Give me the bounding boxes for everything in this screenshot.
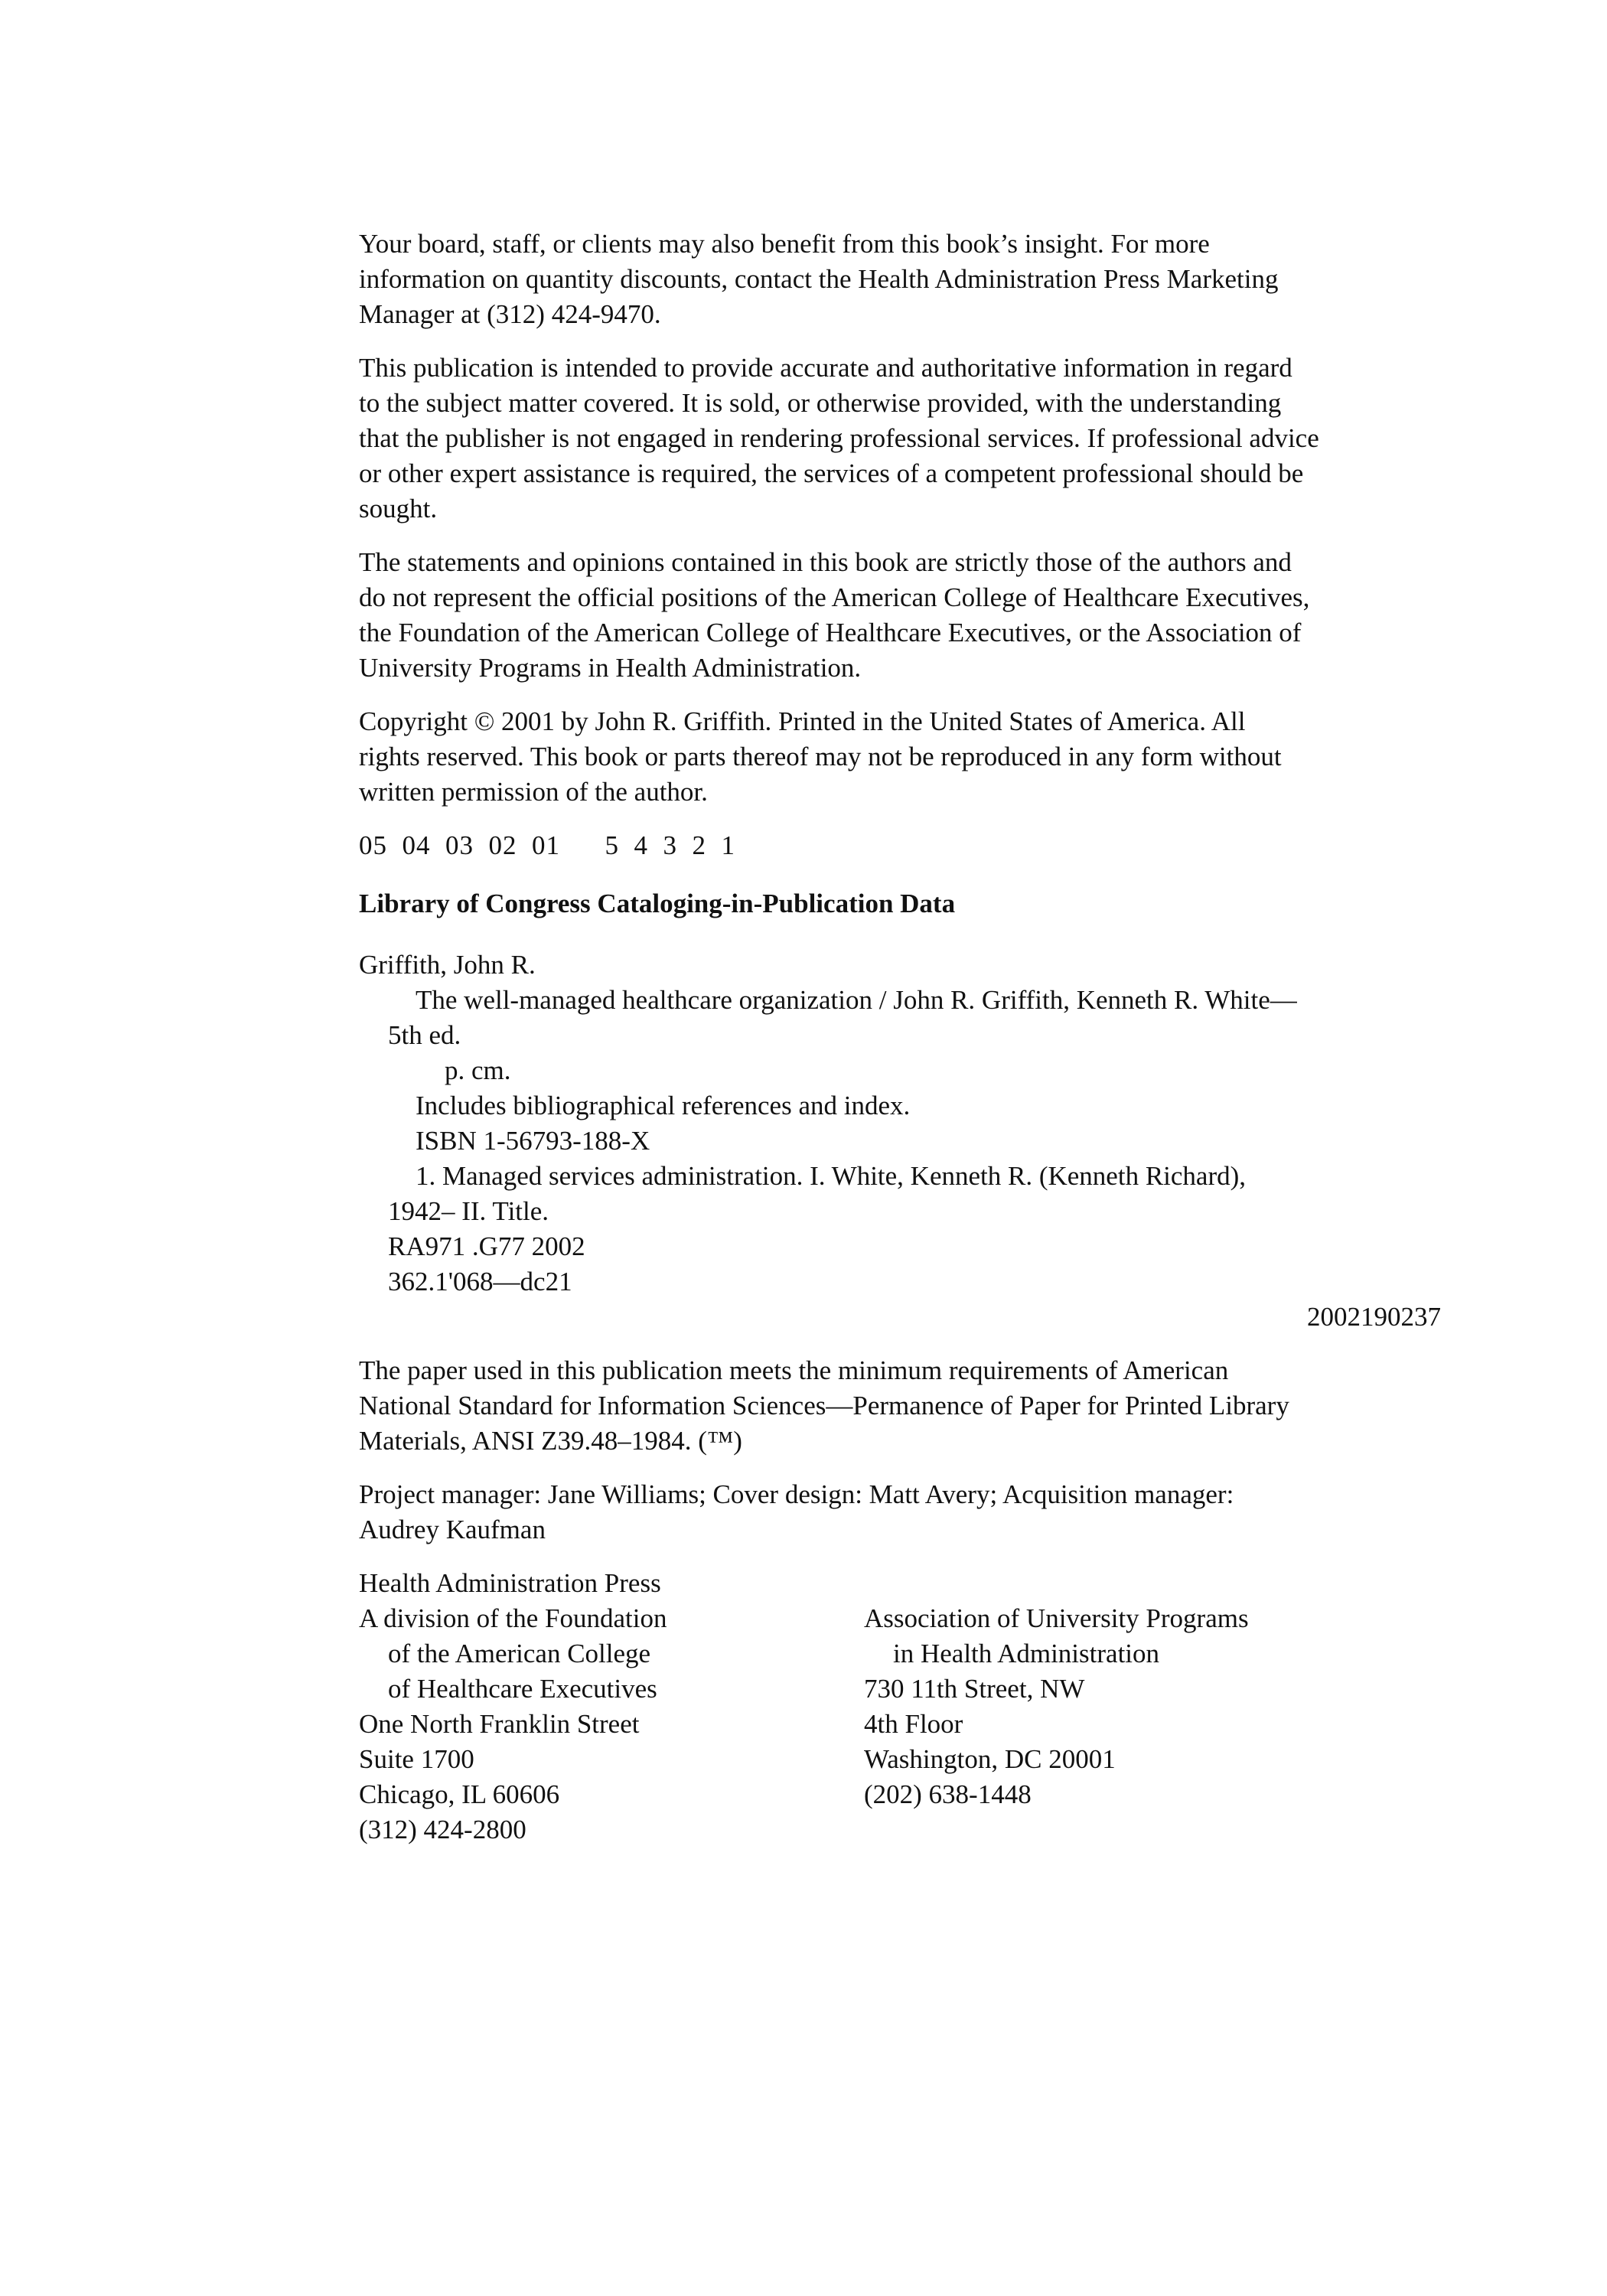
- text-line: information on quantity discounts, contact the Health Administration Press Marketing: [359, 264, 1279, 294]
- text-line: Copyright © 2001 by John R. Griffith. Printed in the United States of America. All: [359, 706, 1246, 736]
- address-line: Chicago, IL 60606: [359, 1779, 560, 1809]
- cip-isbn: ISBN 1-56793-188-X: [416, 1126, 650, 1156]
- address-line: 730 11th Street, NW: [864, 1674, 1085, 1704]
- address-line: 4th Floor: [864, 1709, 963, 1739]
- address-line: Association of University Programs: [864, 1603, 1249, 1633]
- opinions-paragraph: [359, 545, 1461, 686]
- text-line: or other expert assistance is required, the services of a competent professional should be: [359, 458, 1304, 488]
- address-line: One North Franklin Street: [359, 1709, 640, 1739]
- text-line: do not represent the official positions of the American College of Healthcare Executives,: [359, 582, 1310, 612]
- aupha-address: [864, 1601, 1249, 1812]
- text-line: Your board, staff, or clients may also benefit from this book’s insight. For more: [359, 229, 1210, 259]
- phone-number: (202) 638-1448: [864, 1779, 1032, 1809]
- disclaimer-paragraph: [359, 351, 1461, 527]
- cip-author: Griffith, John R.: [359, 950, 536, 980]
- cip-title-line: The well-managed healthcare organization / John R. Griffith, Kenneth R. White—: [416, 985, 1297, 1015]
- cip-dewey: 362.1'068—dc21: [388, 1267, 572, 1296]
- address-line: Health Administration Press: [359, 1568, 661, 1598]
- phone-number: (312) 424-2800: [359, 1815, 526, 1844]
- text-line: University Programs in Health Administration.: [359, 653, 862, 683]
- text-line: The paper used in this publication meets the minimum requirements of American: [359, 1355, 1229, 1385]
- text-line: written permission of the author.: [359, 777, 708, 807]
- copyright-page: [359, 227, 1461, 1849]
- address-line: Suite 1700: [359, 1744, 474, 1774]
- publisher-address: [359, 1566, 667, 1848]
- text-line: Project manager: Jane Williams; Cover design: Matt Avery; Acquisition manager:: [359, 1479, 1234, 1509]
- copyright-paragraph: [359, 704, 1461, 810]
- cip-lccn: 2002190237: [1307, 1302, 1441, 1332]
- paper-notice-paragraph: [359, 1353, 1461, 1459]
- text-line: Materials, ANSI Z39.48–1984. (™): [359, 1426, 742, 1456]
- cip-edition-line: 5th ed.: [388, 1020, 461, 1050]
- text-line: that the publisher is not engaged in rendering professional services. If professional advice: [359, 423, 1319, 453]
- address-line: A division of the Foundation: [359, 1603, 667, 1633]
- address-line: of the American College: [388, 1639, 651, 1668]
- cip-heading: Library of Congress Cataloging-in-Publication Data: [359, 889, 956, 918]
- text-line: Manager at (312) 424-9470.: [359, 299, 661, 329]
- address-line: of Healthcare Executives: [388, 1674, 657, 1704]
- text-line: rights reserved. This book or parts thereof may not be reproduced in any form without: [359, 742, 1282, 771]
- cip-subjects-line: 1. Managed services administration. I. White, Kenneth R. (Kenneth Richard),: [416, 1161, 1247, 1191]
- bulk-order-paragraph: [359, 227, 1461, 332]
- address-line: in Health Administration: [893, 1639, 1160, 1668]
- cip-lc-class: RA971 .G77 2002: [388, 1231, 585, 1261]
- text-line: The statements and opinions contained in this book are strictly those of the authors and: [359, 547, 1292, 577]
- printing-number-line: 05 04 03 02 01 5 4 3 2 1: [359, 830, 735, 860]
- text-line: the Foundation of the American College of Healthcare Executives, or the Association of: [359, 618, 1302, 647]
- credits-paragraph: [359, 1477, 1461, 1548]
- address-line: Washington, DC 20001: [864, 1744, 1116, 1774]
- cip-data-block: [359, 947, 1461, 1335]
- text-line: National Standard for Information Sciences—Permanence of Paper for Printed Library: [359, 1391, 1289, 1420]
- cip-subjects-line: 1942– II. Title.: [388, 1196, 549, 1226]
- text-line: Audrey Kaufman: [359, 1515, 546, 1544]
- text-line: This publication is intended to provide accurate and authoritative information in regard: [359, 353, 1292, 383]
- text-line: to the subject matter covered. It is sold, or otherwise provided, with the understanding: [359, 388, 1282, 418]
- cip-collation: p. cm.: [445, 1055, 511, 1085]
- text-line: sought.: [359, 494, 438, 523]
- addresses-block: [359, 1566, 1461, 1849]
- cip-bibliography-note: Includes bibliographical references and index.: [416, 1091, 911, 1120]
